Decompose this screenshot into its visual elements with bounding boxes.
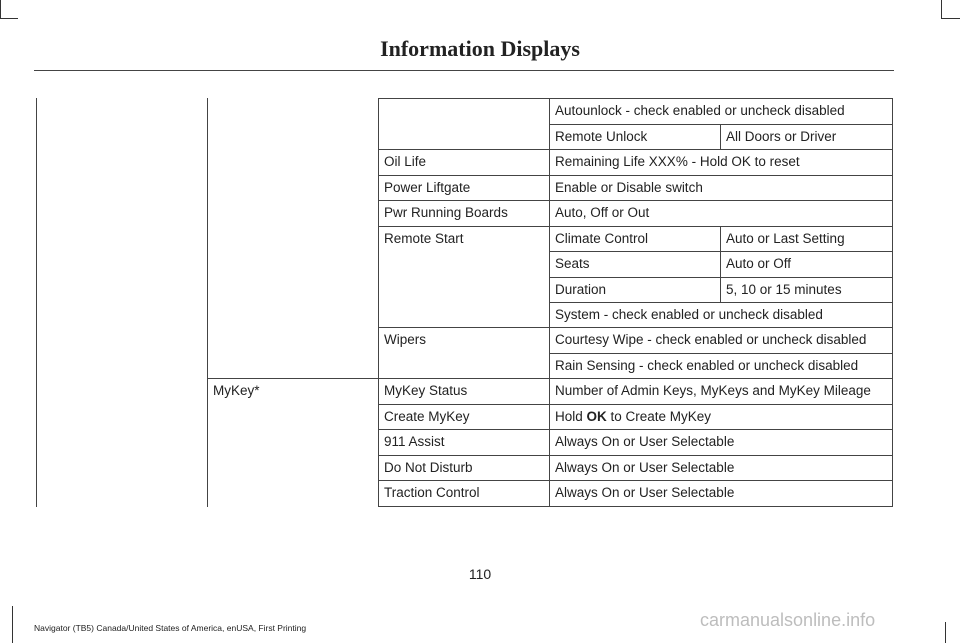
title-divider [34,70,894,71]
table-cell: Seats [555,256,590,271]
table-cell: Auto or Last Setting [726,231,845,246]
table-cell: Always On or User Selectable [555,434,735,449]
table-cell: Always On or User Selectable [555,460,735,475]
row-divider [549,251,893,252]
table-cell: Wipers [384,332,427,347]
table-cell: Climate Control [555,231,649,246]
table-cell: Always On or User Selectable [555,485,735,500]
table-cell: Number of Admin Keys, MyKeys and MyKey Mileage [555,383,871,398]
row-divider [378,506,893,507]
table-cell: Remote Start [384,231,464,246]
column-divider [720,226,721,302]
crop-mark [12,606,13,643]
table-cell: MyKey Status [384,383,468,398]
table-cell: Remaining Life XXX% - Hold OK to reset [555,154,800,169]
table-cell: Power Liftgate [384,180,471,195]
table-cell: Do Not Disturb [384,460,473,475]
ok-label: OK [586,409,607,424]
table-cell: Rain Sensing - check enabled or uncheck disabled [555,358,859,373]
watermark: carmanualsonline.info [700,610,876,630]
crop-mark [945,622,946,643]
table-cell: Duration [555,282,607,297]
crop-mark [941,0,942,18]
text: Hold [555,409,587,424]
table-cell: Auto or Off [726,256,792,271]
page-number: 110 [468,566,492,582]
table-cell: Remote Unlock [555,129,648,144]
table-cell: Oil Life [384,154,427,169]
table-cell-create-mykey [555,404,711,429]
table-border-left [36,98,37,507]
crop-mark [0,0,1,18]
table-cell: Pwr Running Boards [384,205,508,220]
table-cell: 5, 10 or 15 minutes [726,282,842,297]
table-cell: Autounlock - check enabled or uncheck disabled [555,103,845,118]
column-divider [720,124,721,149]
table-cell: 911 Assist [384,434,445,449]
text: to Create MyKey [606,409,712,424]
table-cell: Traction Control [384,485,480,500]
column-divider [207,98,208,507]
table-cell: MyKey* [213,383,260,398]
column-divider [378,98,379,507]
crop-mark [0,18,18,19]
table-cell: System - check enabled or uncheck disabled [555,307,823,322]
table-cell: Create MyKey [384,409,470,424]
page-title: Information Displays [380,36,580,61]
footer-text: Navigator (TB5) Canada/United States of America, enUSA, First Printing [34,623,307,633]
table-cell: Enable or Disable switch [555,180,703,195]
table-cell: Auto, Off or Out [555,205,650,220]
crop-mark [941,18,960,19]
table-cell: Courtesy Wipe - check enabled or uncheck disabled [555,332,867,347]
table-cell: All Doors or Driver [726,129,837,144]
